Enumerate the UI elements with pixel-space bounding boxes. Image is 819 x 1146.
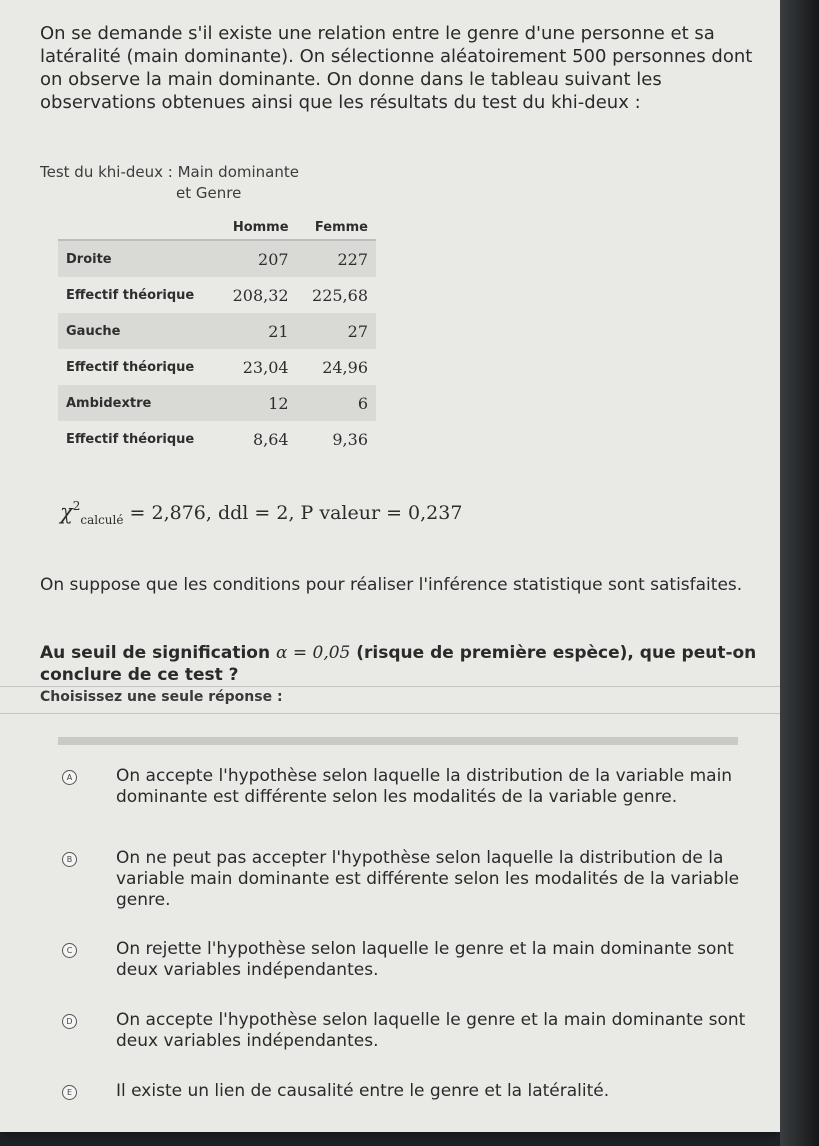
cell-homme: 23,04 (242, 357, 289, 377)
instruction-text: Choisissez une seule réponse : (40, 689, 283, 705)
row-label: Ambidextre (58, 385, 217, 421)
table-header-femme: Femme (297, 218, 376, 240)
table-header-homme: Homme (217, 218, 296, 240)
question-part1: Au seuil de signification (40, 643, 276, 663)
table-row (58, 349, 376, 385)
table-row (58, 313, 376, 349)
background-edge (780, 0, 819, 1146)
radio-e[interactable]: E (62, 1085, 77, 1100)
row-label: Droite (58, 240, 217, 277)
radio-c[interactable]: C (62, 943, 77, 958)
chi-symbol: χ (60, 500, 73, 524)
chi-exponent: 2 (72, 498, 81, 513)
row-label: Effectif théorique (66, 359, 195, 375)
table-caption-line2: et Genre (176, 184, 242, 202)
answer-option-c-text: On rejette l'hypothèse selon laquelle le genre et la main dominante sont deux variables indépendantes. (116, 939, 734, 980)
row-label: Effectif théorique (66, 287, 195, 303)
instruction-bar (0, 686, 780, 714)
cell-homme: 21 (217, 313, 296, 349)
cell-femme: 9,36 (332, 429, 368, 449)
chi-result-values: = 2,876, ddl = 2, P valeur = 0,237 (123, 502, 463, 524)
table-row (58, 240, 376, 277)
options-divider (58, 737, 738, 745)
answer-option-a-text: On accepte l'hypothèse selon laquelle la distribution de la variable main dominante est différente selon les modalités de la variable genre. (116, 766, 733, 807)
row-label: Gauche (58, 313, 217, 349)
answer-option-c[interactable] (62, 939, 752, 981)
table-header-row (58, 218, 376, 240)
table-header-empty (58, 218, 217, 240)
answer-option-e-text: Il existe un lien de causalité entre le genre et la latéralité. (116, 1081, 610, 1101)
cell-femme: 225,68 (312, 285, 368, 305)
table-row (58, 277, 376, 313)
table-caption-line1: Test du khi-deux : Main dominante (40, 163, 299, 181)
chi-square-result (60, 500, 462, 527)
cell-homme: 8,64 (252, 429, 289, 449)
table-row (58, 385, 376, 421)
chi-subscript: calculé (80, 512, 124, 527)
radio-b[interactable]: B (62, 852, 77, 867)
alpha-value: α = 0,05 (275, 643, 351, 663)
cell-homme: 12 (217, 385, 296, 421)
answer-option-d[interactable] (62, 1010, 752, 1052)
cell-homme: 208,32 (232, 285, 289, 305)
answer-option-b[interactable] (62, 848, 752, 911)
answer-option-a[interactable] (62, 766, 752, 808)
observations-table (58, 218, 376, 457)
table-caption (40, 162, 380, 204)
cell-femme: 227 (297, 240, 376, 277)
answer-option-d-text: On accepte l'hypothèse selon laquelle le genre et la main dominante sont deux variables indépendantes. (116, 1010, 746, 1051)
cell-homme: 207 (217, 240, 296, 277)
assumption-text: On suppose que les conditions pour réaliser l'inférence statistique sont satisfaites. (40, 575, 743, 595)
question-part2: (risque de première espèce), que peut-on conclure de ce test ? (40, 643, 757, 685)
question-text (40, 642, 775, 686)
cell-femme: 27 (297, 313, 376, 349)
radio-d[interactable]: D (62, 1014, 77, 1029)
radio-a[interactable]: A (62, 770, 77, 785)
intro-paragraph: On se demande s'il existe une relation entre le genre d'une personne et sa latéralité (main dominante). On sélectionne aléatoirement 500 personnes dont on observe la main dominante. On donne dans le tableau suivant les observations obtenues ainsi que les résultats du test du khi-deux : (40, 23, 753, 113)
row-label: Effectif théorique (66, 431, 195, 447)
answer-option-b-text: On ne peut pas accepter l'hypothèse selon laquelle la distribution de la variable main dominante est différente selon les modalités de la variable genre. (116, 848, 740, 910)
answer-option-e[interactable] (62, 1081, 752, 1102)
cell-femme: 6 (297, 385, 376, 421)
cell-femme: 24,96 (322, 357, 368, 377)
table-row (58, 421, 376, 457)
